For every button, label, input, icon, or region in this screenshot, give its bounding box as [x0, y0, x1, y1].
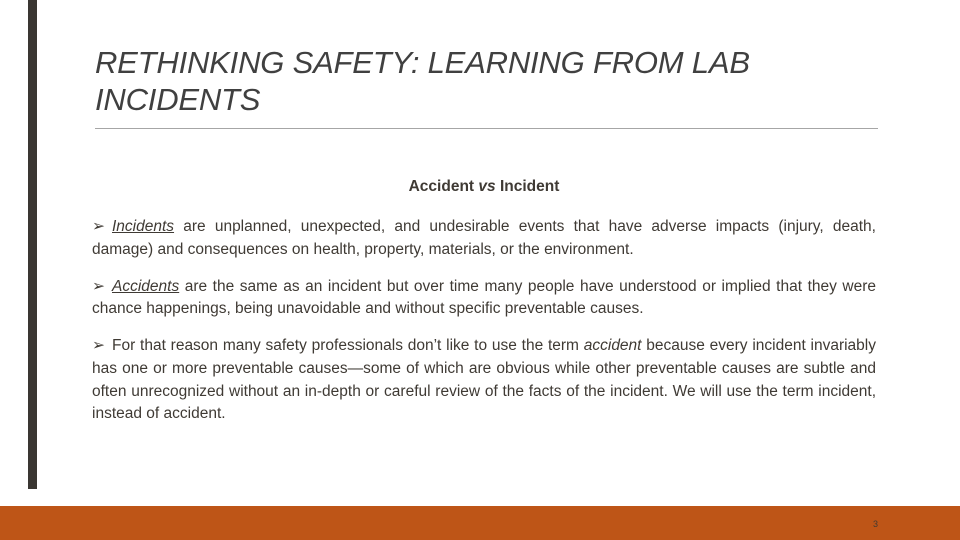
bullet-text-pre: For that reason many safety professionals don’t like to use the term — [112, 337, 584, 355]
bullet-lead-word: Incidents — [112, 218, 175, 235]
bullet-text-post: because every incident invariably has one or more preventable causes—some of which are obvious while other preventable causes are subtle and often unrecognized without an in-depth or careful review of the facts of the incident. We will use the term incident, instead of accident. — [92, 337, 876, 423]
slide-body — [92, 178, 876, 440]
slide-page-number: 3 — [872, 519, 878, 529]
left-accent-stripe — [28, 0, 37, 489]
bullet-text: are unplanned, unexpected, and undesirable events that have adverse impacts (injury, death, damage) and consequences on health, property, materials, or the environment. — [92, 218, 876, 258]
section-heading — [92, 178, 876, 196]
bottom-accent-bar — [0, 506, 960, 540]
slide-title: RETHINKING SAFETY: LEARNING FROM LAB INCIDENTS — [95, 45, 750, 118]
heading-word-incident: Incident — [499, 178, 560, 195]
bullet-lead-word: Accidents — [112, 277, 180, 295]
bullet-text: are the same as an incident but over time many people have understood or implied that they were chance happenings, being unavoidable and without specific preventable causes. — [92, 277, 876, 318]
bullet-incidents-definition — [92, 216, 876, 262]
title-divider — [95, 128, 878, 129]
slide-title-block — [95, 44, 885, 129]
arrow-bullet-icon: ➢ — [92, 337, 105, 355]
arrow-bullet-icon: ➢ — [92, 277, 105, 295]
bullet-terminology-reasoning — [92, 335, 876, 426]
arrow-bullet-icon: ➢ — [92, 218, 105, 235]
bullet-term-accident: accident — [583, 337, 642, 355]
heading-word-accident: Accident — [408, 178, 475, 195]
heading-word-vs: vs — [478, 178, 496, 195]
bullet-accidents-definition — [92, 276, 876, 322]
